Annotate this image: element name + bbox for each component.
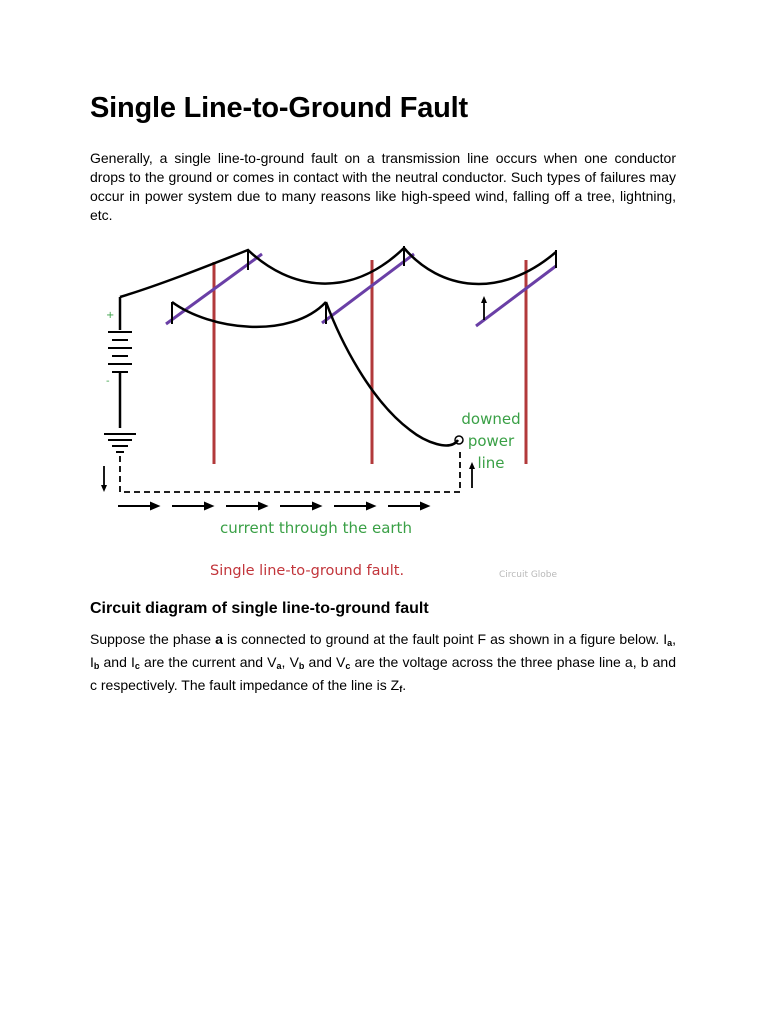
circuit-description-paragraph: Suppose the phase a is connected to ground at the fault point F as shown in a figure below. $I_a$, $I_b$ and $I_c$ are the current and $V_a$, $V_b$ and $V_c$ are the voltage across the three phase line a, b and c respectively. The fault impedance of the line is $Z_f$. xyxy=(90,631,676,694)
fault-illustration xyxy=(90,230,680,590)
battery-minus-sign: - xyxy=(106,376,110,387)
current-through-earth-label: current through the earth xyxy=(220,519,412,537)
crossarm-3 xyxy=(476,266,556,326)
figure-credit: Circuit Globe xyxy=(499,570,558,580)
downed-power-line-label: downed power line xyxy=(461,410,521,472)
upper-conductor xyxy=(120,248,556,297)
lower-conductor xyxy=(172,302,326,327)
battery-icon xyxy=(108,332,132,372)
ground-icon xyxy=(104,434,136,452)
current-arrows xyxy=(118,503,428,509)
battery-plus-sign: + xyxy=(106,310,115,321)
earth-return-path xyxy=(120,448,460,492)
downed-conductor xyxy=(326,302,458,445)
figure-caption: Single line-to-ground fault. xyxy=(210,563,405,579)
crossarm-2 xyxy=(322,254,414,323)
intro-paragraph: Generally, a single line-to-ground fault on a transmission line occurs when one conductor drops to the ground or comes in contact with the neutral conductor. Such types of failures may occur in power system due to many reasons like high-speed wind, falling off a tree, lightning, etc. xyxy=(90,150,676,223)
section-heading: Circuit diagram of single line-to-ground fault xyxy=(90,600,429,617)
page-title: Single Line-to-Ground Fault xyxy=(90,92,469,124)
